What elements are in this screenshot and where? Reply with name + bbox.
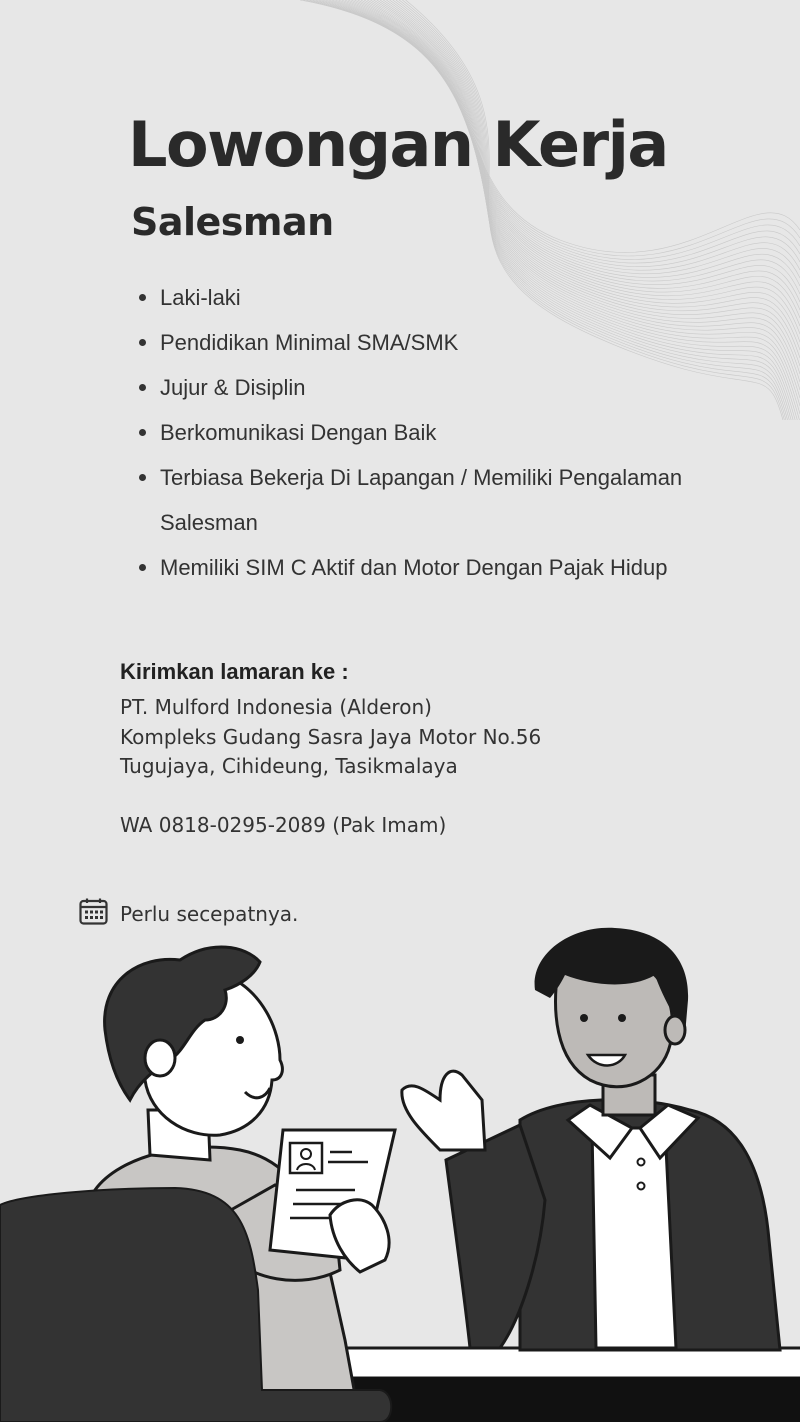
interviewer-figure	[402, 928, 780, 1350]
job-interview-illustration	[0, 920, 800, 1422]
deadline-text: Perlu secepatnya.	[120, 902, 299, 926]
requirement-item: Pendidikan Minimal SMA/SMK	[137, 320, 777, 365]
desk-top	[335, 1348, 800, 1378]
requirement-item: Memiliki SIM C Aktif dan Motor Dengan Pajak Hidup	[137, 545, 777, 590]
company-name: PT. Mulford Indonesia (Alderon)	[120, 695, 432, 719]
desk-front	[335, 1377, 800, 1422]
contact-section	[120, 659, 541, 840]
address-line-2: Tugujaya, Cihideung, Tasikmalaya	[120, 754, 458, 778]
requirements-list	[137, 275, 777, 590]
resume-document	[270, 1130, 395, 1272]
requirement-item: Jujur & Disiplin	[137, 365, 777, 410]
page-title: Lowongan Kerja	[128, 108, 668, 181]
contact-phone: WA 0818-0295-2089 (Pak Imam)	[120, 812, 447, 837]
requirement-item: Terbiasa Bekerja Di Lapangan / Memiliki Pengalaman Salesman	[137, 455, 777, 545]
requirement-item: Berkomunikasi Dengan Baik	[137, 410, 777, 455]
job-position: Salesman	[131, 200, 334, 244]
contact-heading: Kirimkan lamaran ke :	[120, 659, 349, 684]
address-line-1: Kompleks Gudang Sasra Jaya Motor No.56	[120, 724, 542, 749]
requirement-item: Laki-laki	[137, 275, 777, 320]
